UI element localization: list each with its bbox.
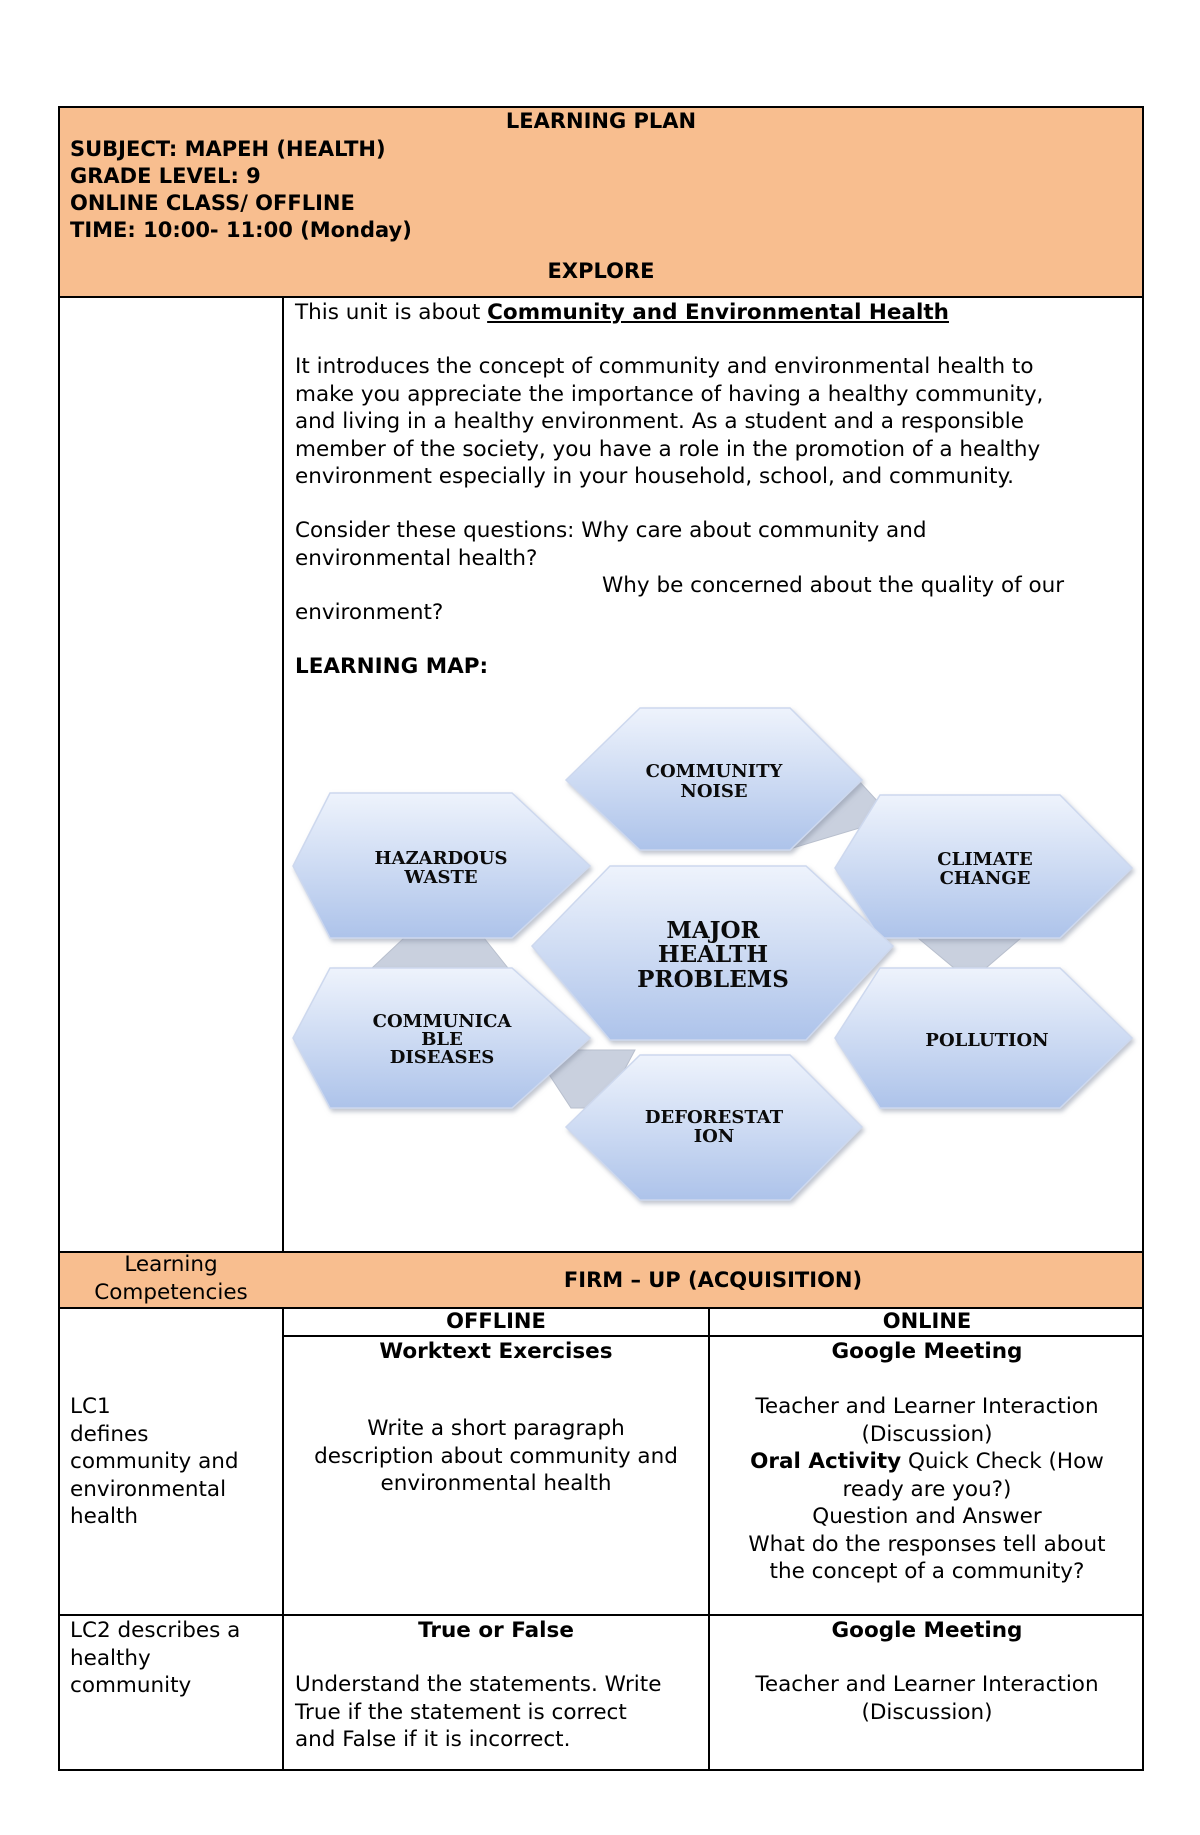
learning-map-label: LEARNING MAP: bbox=[295, 654, 489, 679]
row2-offline-body: Understand the statements. Write True if the statement is correct and False if it is incorrect. bbox=[295, 1672, 662, 1752]
center-label-3: PROBLEMS bbox=[637, 966, 789, 993]
connector-left bbox=[372, 938, 508, 968]
node-bottom-label-1: DEFORESTAT bbox=[644, 1107, 784, 1128]
question-two: Why be concerned about the quality of our bbox=[602, 573, 1065, 598]
connector-right bbox=[918, 938, 1021, 968]
lc2-text: LC2 describes a healthy community bbox=[70, 1618, 241, 1698]
row1-offline-title: Worktext Exercises bbox=[379, 1339, 613, 1364]
consider-questions: Consider these questions: Why care about community and environmental health? bbox=[295, 518, 927, 571]
center-label-2: HEALTH bbox=[657, 941, 769, 968]
center-label-1: MAJOR bbox=[666, 917, 760, 944]
intro-paragraph: It introduces the concept of community and environmental health to make you appreciate the importance of having a healthy community, and living in a healthy environment. As a student and a responsible member of the society, you have a role in the promotion of a healthy environment especially in your household, school, and community. bbox=[295, 354, 1044, 489]
unit-topic: Community and Environmental Health bbox=[487, 300, 949, 325]
node-top-label-2: NOISE bbox=[680, 781, 748, 802]
row2-offline-title: True or False bbox=[418, 1618, 574, 1643]
node-bottom-left-label-2: BLE bbox=[421, 1029, 463, 1050]
competencies-header-text: Learning Competencies bbox=[94, 1252, 248, 1305]
lc1-text: LC1 defines community and environmental health bbox=[70, 1394, 239, 1529]
node-top-right-label-1: CLIMATE bbox=[937, 849, 1033, 870]
row1-online-title: Google Meeting bbox=[831, 1339, 1023, 1364]
row2-online-title: Google Meeting bbox=[831, 1618, 1023, 1643]
subject-line: SUBJECT: MAPEH (HEALTH) bbox=[70, 137, 386, 161]
online-header: ONLINE bbox=[882, 1309, 972, 1333]
question-two-end: environment? bbox=[295, 600, 444, 625]
row2-online-body: Teacher and Learner Interaction (Discussion) bbox=[755, 1672, 1099, 1725]
row1-online-body: Teacher and Learner Interaction (Discussion) Oral Activity Quick Check (How ready are you?) Question and Answer What do the responses tell about the concept of a community? bbox=[748, 1394, 1106, 1584]
unit-intro: This unit is about Community and Environmental Health bbox=[295, 300, 949, 325]
row1-offline-body: Write a short paragraph description about community and environmental health bbox=[314, 1416, 678, 1496]
time-line: TIME: 10:00- 11:00 (Monday) bbox=[70, 218, 412, 242]
grade-line: GRADE LEVEL: 9 bbox=[70, 164, 261, 188]
node-top-left-label-1: HAZARDOUS bbox=[374, 848, 508, 869]
node-bottom-right-label-1: POLLUTION bbox=[925, 1030, 1049, 1051]
node-bottom-left-label-1: COMMUNICA bbox=[372, 1011, 512, 1032]
explore-heading: EXPLORE bbox=[547, 259, 655, 283]
node-top-right-label-2: CHANGE bbox=[939, 868, 1031, 889]
node-top-label-1: COMMUNITY bbox=[645, 761, 783, 782]
node-bottom-label-2: ION bbox=[693, 1126, 735, 1147]
node-bottom-left-label-3: DISEASES bbox=[389, 1047, 495, 1068]
offline-header: OFFLINE bbox=[446, 1309, 546, 1333]
firm-up-heading: FIRM – UP (ACQUISITION) bbox=[563, 1268, 863, 1292]
mode-line: ONLINE CLASS/ OFFLINE bbox=[70, 191, 355, 215]
node-top-left-label-2: WASTE bbox=[404, 867, 478, 888]
plan-title: LEARNING PLAN bbox=[505, 109, 697, 133]
